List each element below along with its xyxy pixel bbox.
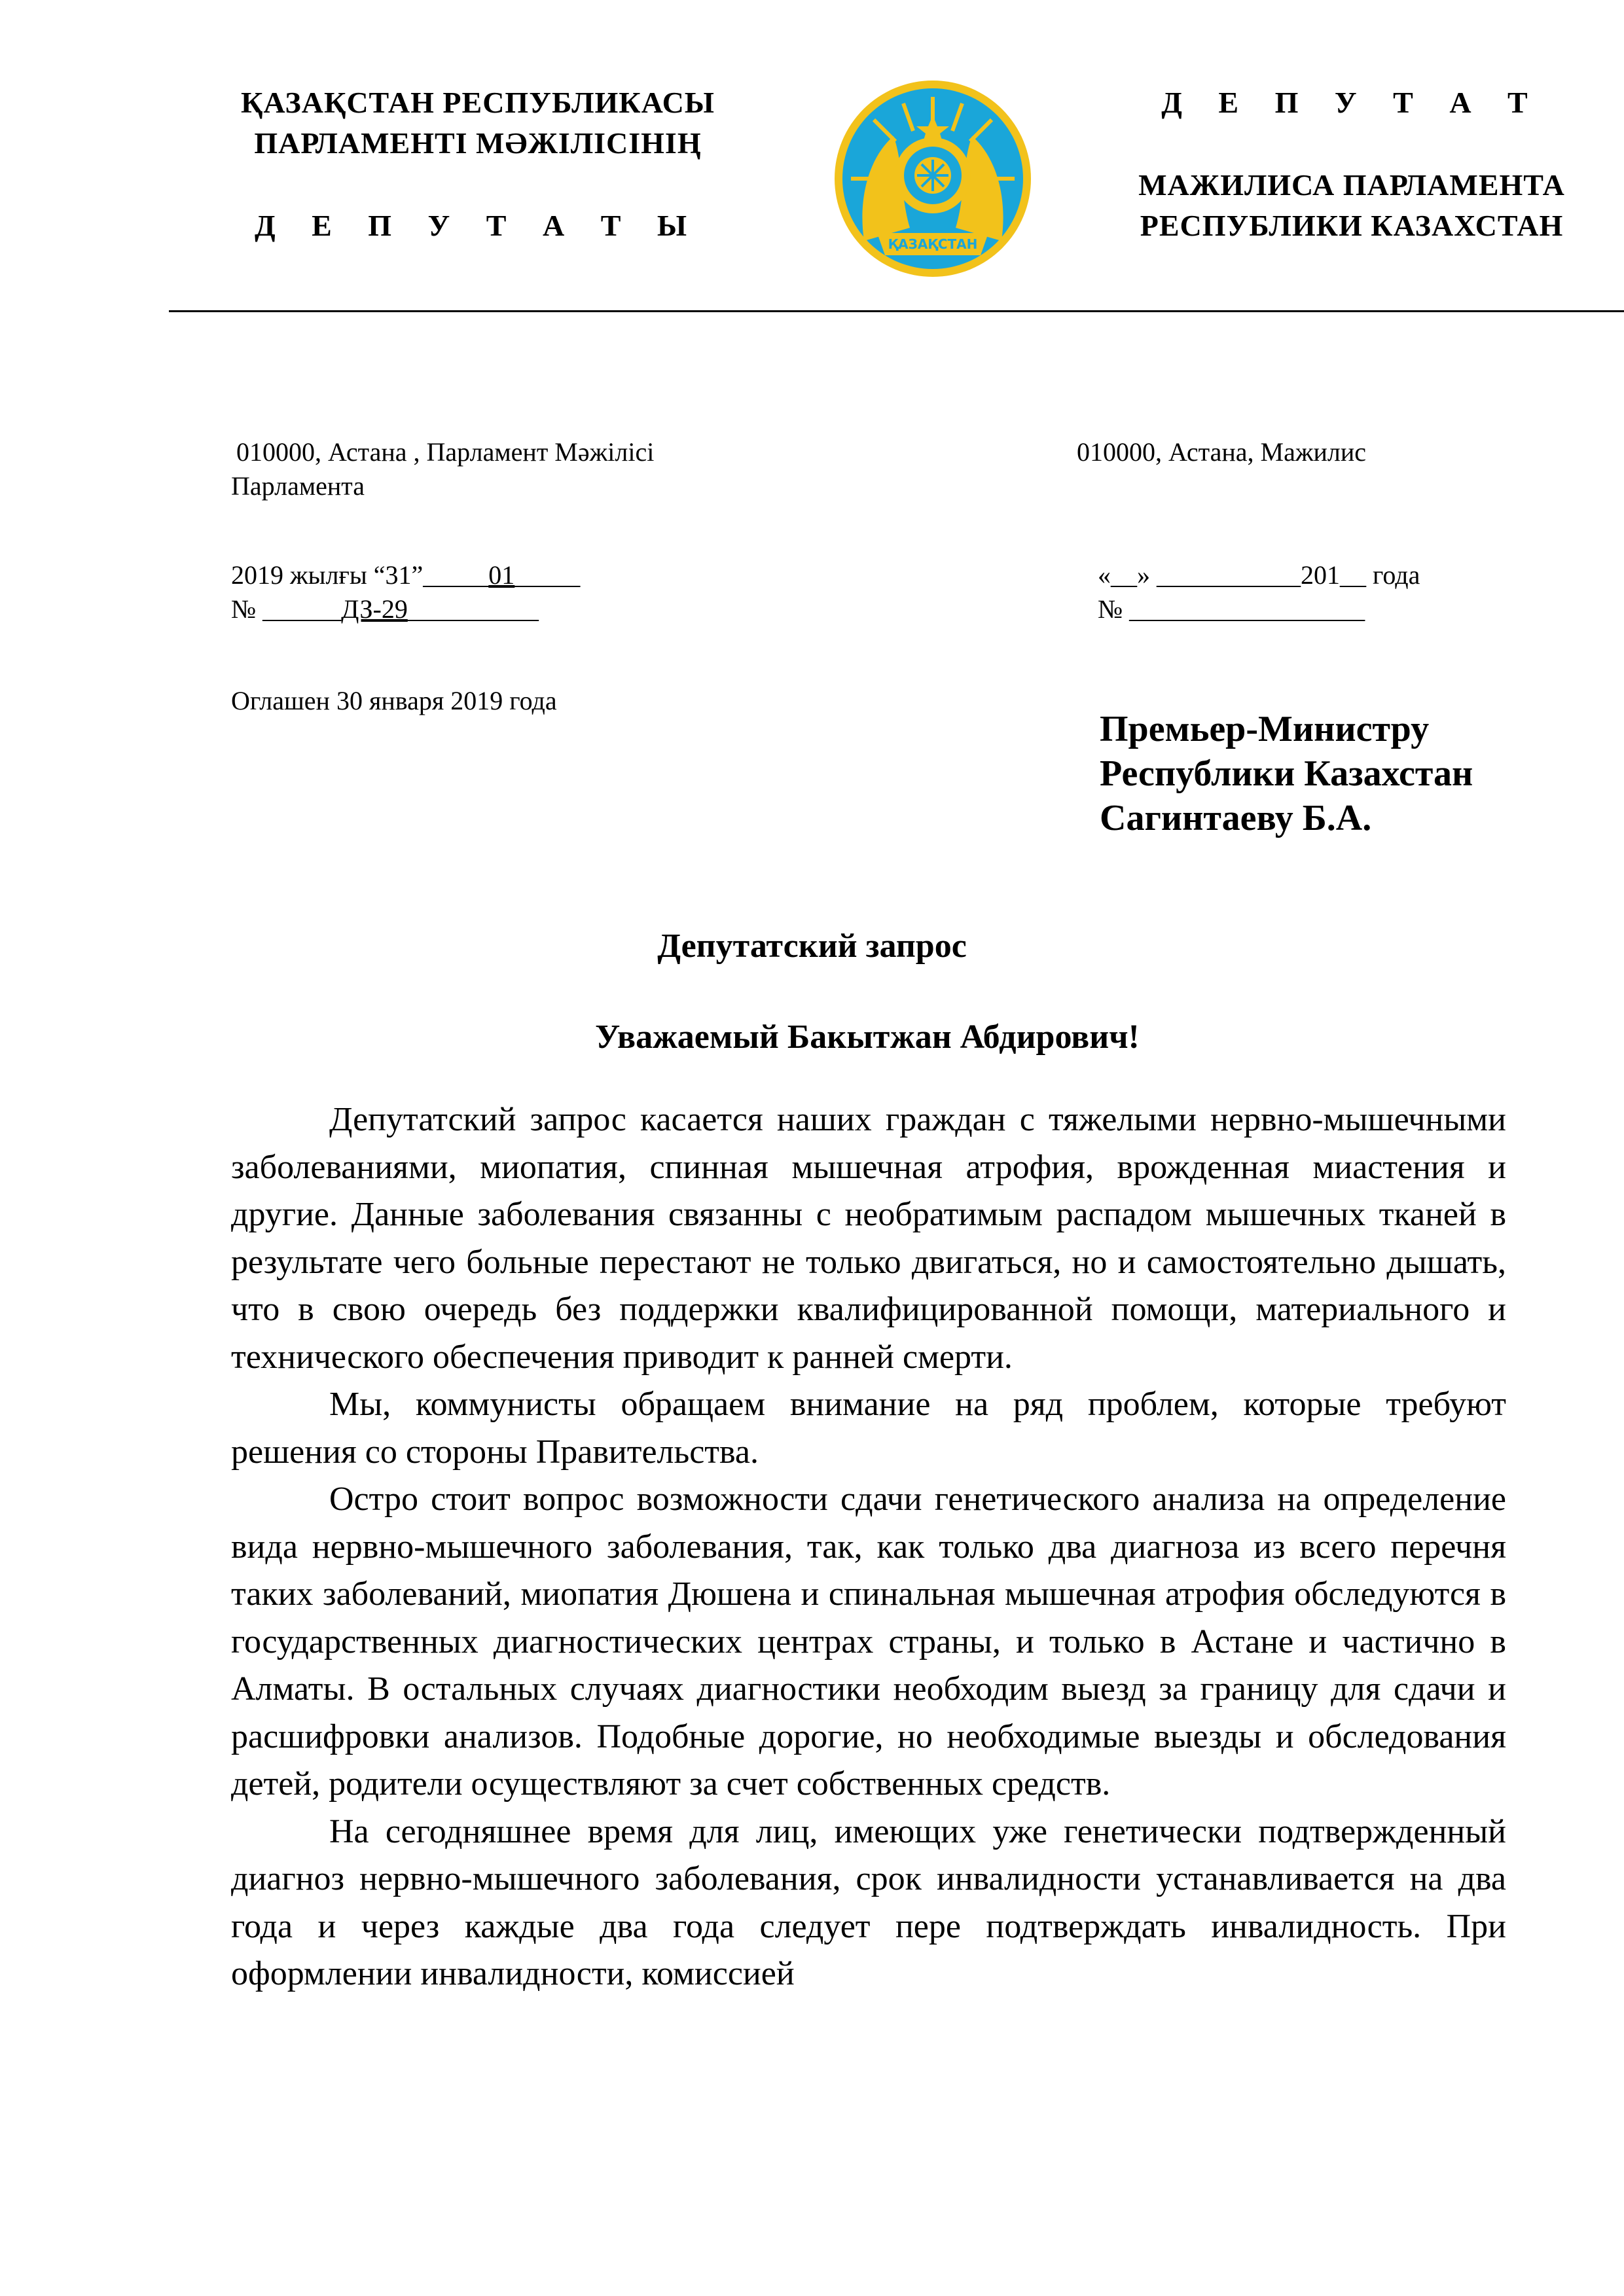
outgoing-date (231, 558, 654, 592)
header-right-deputy: Д Е П У Т А Т (1161, 86, 1542, 119)
addressee-line3: Сагинтаеву Б.А. (1100, 798, 1372, 838)
addressee-line1: Премьер-Министру (1100, 709, 1430, 749)
outgoing-number (231, 592, 654, 626)
outgoing-date-month: 01 (488, 560, 515, 590)
outgoing-date-prefix: 2019 жылғы “31” (231, 560, 424, 590)
addressee-line2: Республики Казахстан (1100, 753, 1473, 794)
body-paragraph: Остро стоит вопрос возможности сдачи генетического анализа на определение вида нервно-мышечного заболевания, так, как только два диагноза из всего перечня таких заболеваний, миопатия Дюшена и спинальная мышечная атрофия обследуются в государственных диагностических центрах страны, и только в Астане и частично в Алматы. В остальных случаях диагностики необходим выезд за границу для сдачи и расшифровки анализов. Подобные дорогие, но необходимые выезды и обследования детей, родители осуществляют за счет собственных средств. (231, 1480, 1506, 1803)
incoming-number: № __________________ (1098, 594, 1365, 624)
outgoing-number-blank: ______ (262, 594, 342, 624)
header-right-line3: РЕСПУБЛИКИ КАЗАХСТАН (1140, 209, 1564, 242)
state-emblem (831, 77, 1034, 280)
header-left-block (183, 82, 772, 246)
emblem-banner-text: ҚАЗАҚСТАН (888, 236, 978, 252)
outgoing-date-blank: _____ (514, 560, 581, 590)
outgoing-date-blank: _____ (423, 560, 489, 590)
header-divider (169, 310, 1624, 312)
outgoing-number-prefix: № (231, 594, 263, 624)
meta-left (231, 435, 654, 718)
header-right-block (1080, 82, 1623, 246)
addressee-block (1100, 707, 1473, 840)
sender-address: 010000, Астана , Парламент Мәжілісі (236, 437, 655, 467)
body-paragraph: Депутатский запрос касается наших граждан с тяжелыми нервно-мышечными заболеваниями, миопатия, спинная мышечная атрофия, врожденная миастения и другие. Данные заболевания связанны с необратимым распадом мышечных тканей в результате чего больные перестают не только двигаться, но и самостоятельно дышать, что в свою очередь без поддержки квалифицированной помощи, материального и технического обеспечения приводит к ранней смерти. (231, 1101, 1506, 1376)
outgoing-number-blank: __________ (407, 594, 539, 624)
meta-right (1077, 435, 1420, 626)
body-paragraph: На сегодняшнее время для лиц, имеющих уже генетически подтвержденный диагноз нервно-мышечного заболевания, срок инвалидности устанавливается на два года и через каждые два года следует пере подтверждать инвалидность. При оформлении инвалидности, комиссией (231, 1812, 1506, 1992)
incoming-date: «__» ___________201__ года (1098, 560, 1420, 590)
state-emblem-icon (831, 77, 1034, 280)
announced-date: Оглашен 30 января 2019 года (231, 686, 557, 715)
document-title: Депутатский запрос (657, 927, 967, 965)
outgoing-number-value: ДЗ-29 (341, 594, 408, 624)
greeting: Уважаемый Бакытжан Абдирович! (595, 1018, 1140, 1056)
header-left-line2: ПАРЛАМЕНТІ МӘЖІЛІСІНІҢ (254, 126, 702, 160)
body-paragraph: Мы, коммунисты обращаем внимание на ряд проблем, которые требуют решения со стороны Правительства. (231, 1386, 1506, 1471)
sender-address-line2: Парламента (231, 471, 365, 501)
header-left-line1: ҚАЗАҚСТАН РЕСПУБЛИКАСЫ (241, 86, 715, 119)
letter-body (231, 1096, 1506, 1998)
header-right-line2: МАЖИЛИСА ПАРЛАМЕНТА (1138, 168, 1565, 202)
header-left-deputies: Д Е П У Т А Т Ы (254, 209, 702, 242)
recipient-address: 010000, Астана, Мажилис (1077, 437, 1367, 467)
